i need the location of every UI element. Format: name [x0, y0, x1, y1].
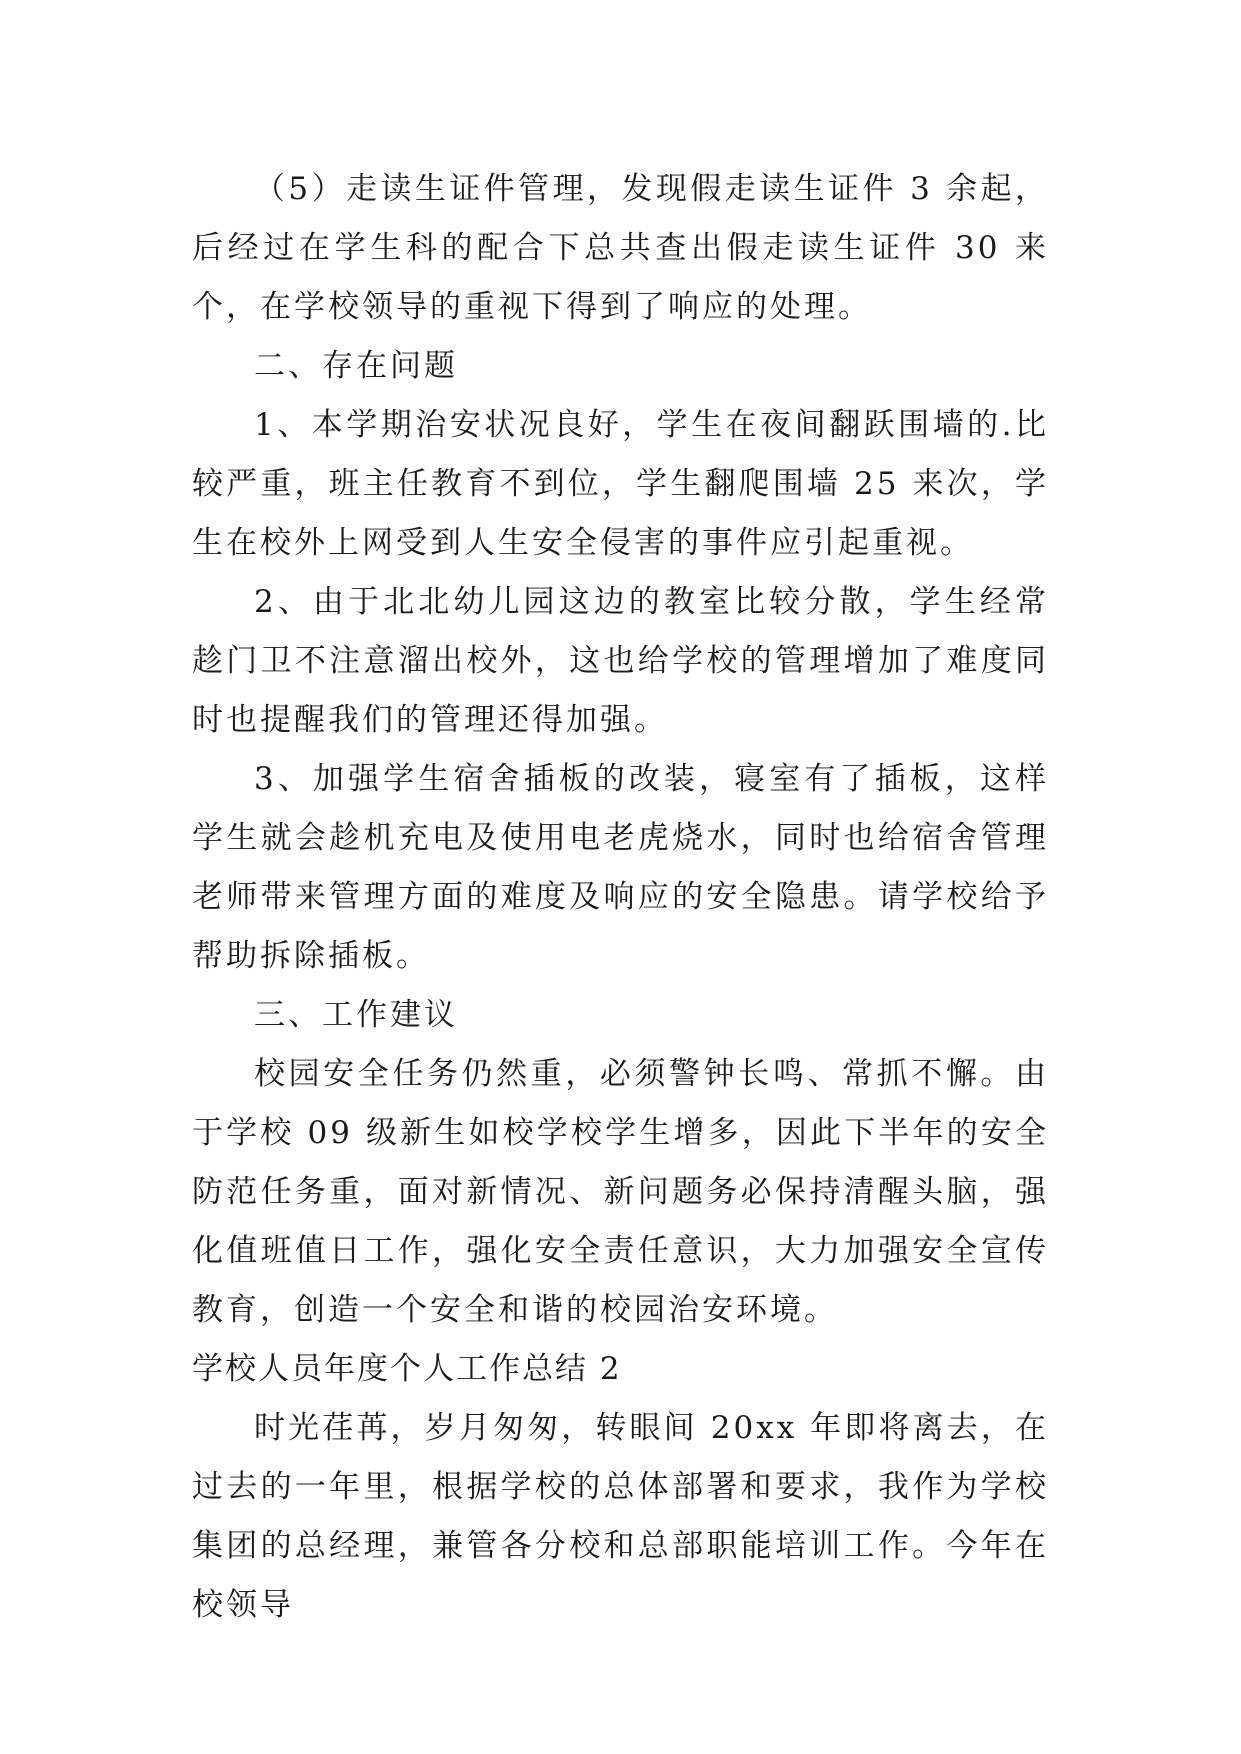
paragraph-intro-2: 时光荏苒，岁月匆匆，转眼间 20xx 年即将离去，在过去的一年里，根据学校的总体部署和要求，我作为学校集团的总经理，兼管各分校和总部职能培训工作。今年在校领导 — [192, 1410, 1049, 1623]
paragraph-problem-1: 1、本学期治安状况良好，学生在夜间翻跃围墙的.比较严重，班主任教育不到位，学生翻爬围墙 25 来次，学生在校外上网受到人生安全侵害的事件应引起重视。 — [192, 407, 1049, 561]
paragraph-item-5: （5）走读生证件管理，发现假走读生证件 3 余起，后经过在学生科的配合下总共查出假走读生证件 30 来个，在学校领导的重视下得到了响应的处理。 — [192, 171, 1049, 325]
section-heading-problems: 二、存在问题 — [254, 348, 458, 384]
section-heading-suggestions: 三、工作建议 — [254, 997, 458, 1033]
paragraph-suggestion: 校园安全任务仍然重，必须警钟长鸣、常抓不懈。由于学校 09 级新生如校学校学生增多，因此下半年的安全防范任务重，面对新情况、新问题务必保持清醒头脑，强化值班值日工作，强化安全责任意识，大力加强安全宣传教育，创造一个安全和谐的校园治安环境。 — [192, 1056, 1049, 1328]
document-body — [192, 160, 1049, 1635]
paragraph-problem-3: 3、加强学生宿舍插板的改装，寝室有了插板，这样学生就会趁机充电及使用电老虎烧水，同时也给宿舍管理老师带来管理方面的难度及响应的安全隐患。请学校给予帮助拆除插板。 — [192, 761, 1049, 974]
document-title-2: 学校人员年度个人工作总结 2 — [192, 1351, 622, 1387]
paragraph-problem-2: 2、由于北北幼儿园这边的教室比较分散，学生经常趁门卫不注意溜出校外，这也给学校的管理增加了难度同时也提醒我们的管理还得加强。 — [192, 584, 1049, 738]
